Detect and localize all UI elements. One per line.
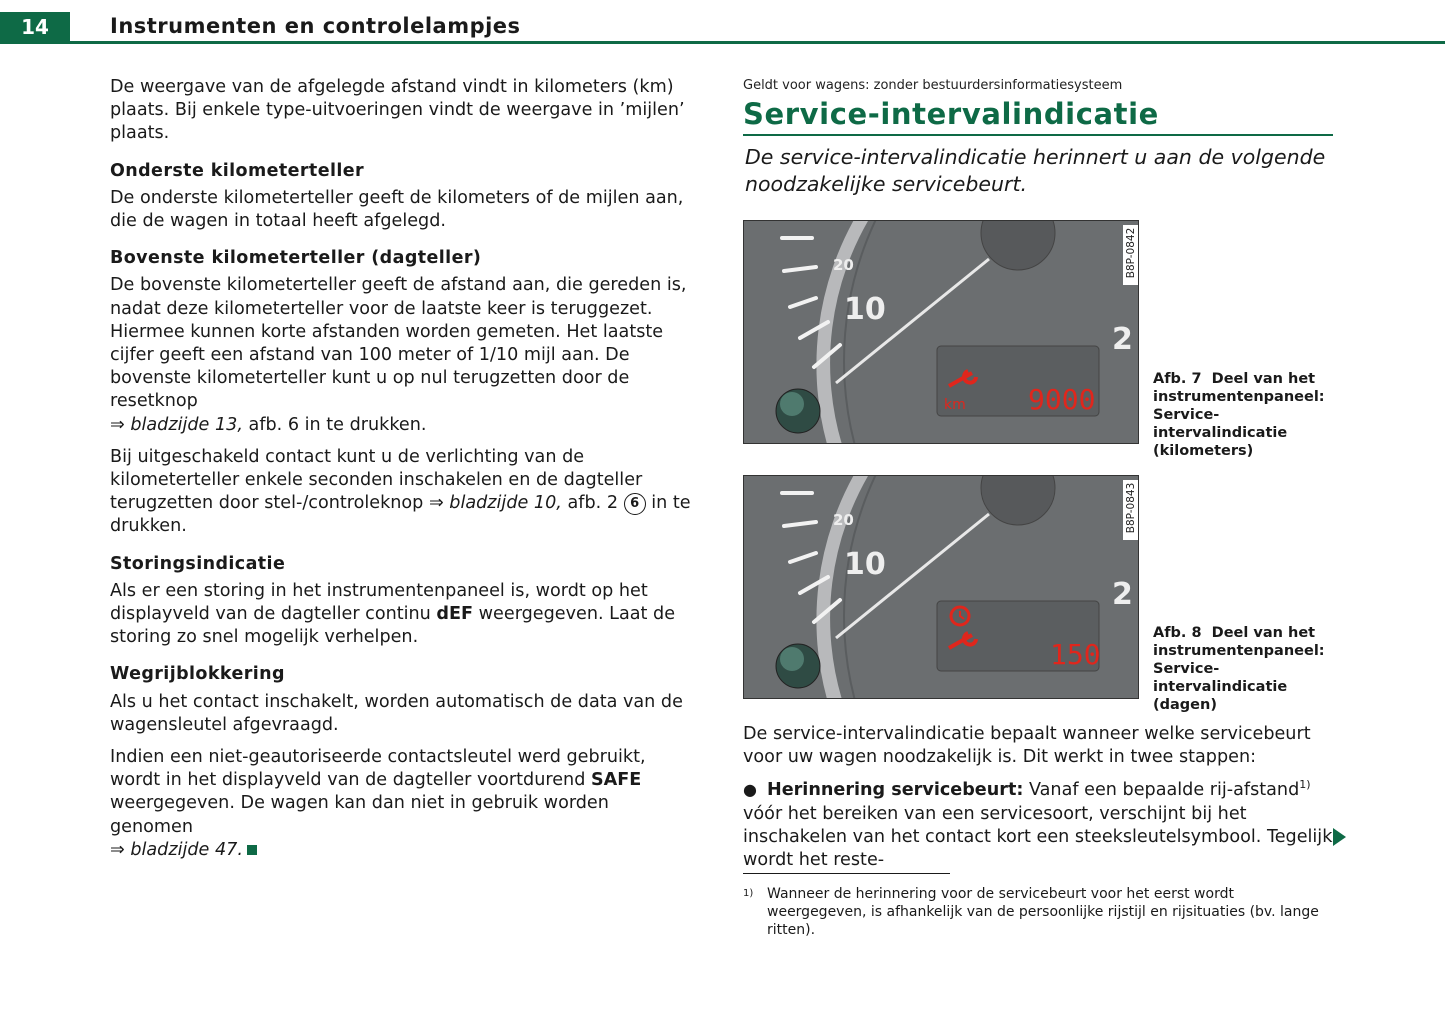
right-body — [743, 723, 1333, 881]
trip-reset-paragraph — [110, 446, 695, 539]
bullet-icon: ● — [743, 780, 757, 800]
dial-label: 10 — [844, 292, 886, 327]
trip-tail: afb. 6 in te drukken. — [248, 414, 427, 435]
section-title: Service-intervalindicatie — [743, 97, 1159, 131]
bullet-heading: Herinnering servicebeurt: — [766, 780, 1024, 801]
page-reference-link[interactable]: bladzijde 47. — [130, 839, 243, 860]
figure-service-days — [743, 475, 1139, 699]
figure-service-km — [743, 220, 1139, 444]
fault-code: dEF — [436, 604, 474, 625]
figure-reference: afb. 2 — [567, 493, 619, 514]
immobilizer-text: Indien een niet-geautoriseerde contactsleutel werd gebruikt, wordt in het displayveld van de dagteller voortdurend — [110, 747, 646, 791]
safe-code: SAFE — [590, 770, 642, 791]
heading-fault-indication: Storingsindicatie — [110, 553, 286, 574]
fault-paragraph — [110, 580, 695, 650]
dial-label: 20 — [833, 511, 854, 529]
section-lead: De service-intervalindicatie herinnert u aan de volgende noodzakelijke servicebeurt. — [745, 144, 1326, 196]
lower-odometer-paragraph: De onderste kilometerteller geeft de kilometers of de mijlen aan, die de wagen in totaal heeft afgelegd. — [110, 187, 684, 232]
immobilizer-text-tail: weergegeven. De wagen kan dan niet in gebruik worden genomen — [110, 793, 609, 837]
display-unit: km — [944, 397, 966, 413]
immobilizer-paragraph: Als u het contact inschakelt, worden automatisch de data van de wagensleutel afgevraagd. — [110, 691, 683, 735]
page-reference-link[interactable]: bladzijde 10, — [449, 493, 562, 514]
dial-label: 2 — [1112, 577, 1133, 612]
continue-arrow-icon — [1333, 828, 1346, 846]
figure-code: B8P-0842 — [1125, 227, 1137, 279]
fault-text-tail: weergegeven. Laat de storing zo snel mogelijk verhelpen. — [110, 604, 676, 648]
footnote-ref: 1) — [1299, 778, 1311, 792]
fault-text: Als er een storing in het instrumentenpaneel is, wordt op het displayveld van de dagteller continu — [110, 580, 648, 625]
service-body-paragraph: De service-intervalindicatie bepaalt wanneer welke servicebeurt voor uw wagen noodzakelijk is. Dit werkt in twee stappen: — [743, 724, 1311, 768]
figure-7-caption — [1153, 370, 1328, 460]
heading-immobilizer: Wegrijblokkering — [110, 664, 285, 685]
bullet-text: Vanaf een bepaalde rij-afstand — [1028, 780, 1300, 801]
left-column — [110, 76, 695, 871]
dial-label: 2 — [1112, 322, 1133, 357]
section-end-marker — [247, 845, 257, 855]
page-header — [0, 0, 1445, 44]
section-rule — [743, 134, 1333, 136]
ref-arrow: ⇒ — [110, 839, 125, 860]
right-column-header — [743, 78, 1333, 198]
footnote-text: Wanneer de herinnering voor de servicebeurt voor het eerst wordt weergegeven, is afhankelijk van de persoonlijke rijstijl en rijsituaties (bv. lange ritten). — [767, 886, 1319, 938]
dial-label: 20 — [833, 256, 854, 274]
dial-label: 10 — [844, 547, 886, 582]
callout-number-badge: 6 — [624, 493, 646, 515]
ref-arrow: ⇒ — [428, 493, 444, 514]
footnote-rule — [743, 873, 950, 874]
page-number: 14 — [0, 12, 70, 43]
page-reference-link[interactable]: bladzijde 13, — [130, 414, 243, 435]
figure-code-box — [1123, 225, 1139, 285]
reset-text: Bij uitgeschakeld contact kunt u de verlichting van de kilometerteller enkele seconden inschakelen en de dagteller terugzetten door stel-/controleknop — [110, 446, 643, 514]
figure-code: B8P-0843 — [1125, 482, 1137, 534]
bullet-text-tail: vóór het bereiken van een servicesoort, verschijnt bij het inschakelen van het contact kort een steeksleutelsymbool. Tegelijk wordt het reste- — [743, 803, 1333, 871]
heading-lower-odometer: Onderste kilometerteller — [110, 160, 365, 181]
instrument-cluster-illustration — [744, 221, 1138, 443]
reset-tail: in te drukken. — [110, 493, 691, 537]
immobilizer-paragraph-2 — [110, 746, 695, 862]
service-days-value: 150 — [1050, 638, 1101, 671]
footnote — [743, 885, 1333, 939]
header-rule — [0, 41, 1445, 44]
figure-caption-text: Deel van het instrumentenpaneel: Service-intervalindicatie (kilometers) — [1153, 371, 1325, 459]
applies-to-note: Geldt voor wagens: zonder bestuurdersinformatiesysteem — [743, 78, 1123, 93]
service-km-value: 9000 — [1028, 383, 1096, 416]
trip-text: De bovenste kilometerteller geeft de afstand aan, die gereden is, nadat deze kilometerteller voor de laatste keer is teruggezet. Hiermee kunnen korte afstanden worden gemeten. Het laatste cijfer geeft een afstand van 100 meter of 1/10 mijl aan. De bovenste kilometerteller kunt u op nul terugzetten door de resetknop — [110, 275, 687, 412]
bullet-service-reminder — [743, 778, 1333, 872]
instrument-cluster-illustration — [744, 476, 1138, 698]
page-title: Instrumenten en controlelampjes — [110, 14, 521, 38]
intro-paragraph: De weergave van de afgelegde afstand vindt in kilometers (km) plaats. Bij enkele type-uitvoeringen vindt de weergave in ’mijlen’ plaats. — [110, 77, 685, 144]
trip-odometer-paragraph — [110, 274, 695, 436]
footnote-mark: 1) — [743, 888, 754, 899]
figure-caption-text: Deel van het instrumentenpaneel: Service-intervalindicatie (dagen) — [1153, 625, 1325, 713]
figure-8-caption — [1153, 624, 1328, 714]
ref-arrow: ⇒ — [110, 414, 125, 435]
figure-code-box — [1123, 480, 1139, 540]
figure-number: Afb. 8 — [1153, 625, 1202, 641]
heading-trip-odometer: Bovenste kilometerteller (dagteller) — [110, 248, 482, 269]
figure-number: Afb. 7 — [1153, 371, 1202, 387]
